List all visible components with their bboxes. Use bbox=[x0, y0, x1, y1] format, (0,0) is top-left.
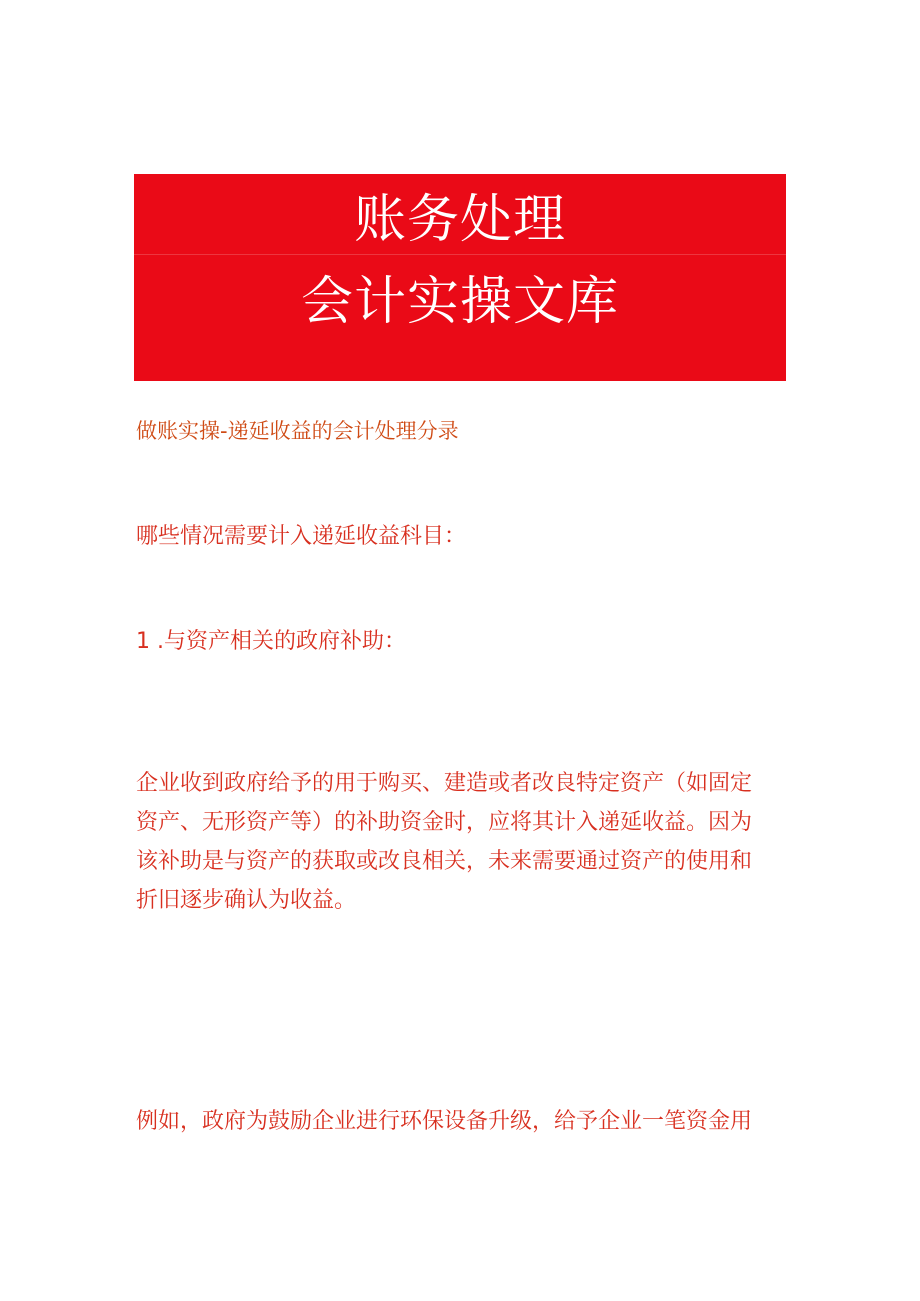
paragraph-1-line-3: 该补助是与资产的获取或改良相关，未来需要通过资产的使用和 bbox=[136, 849, 753, 874]
paragraph-1-line-2: 资产、无形资产等）的补助资金时，应将其计入递延收益。因为 bbox=[136, 810, 753, 835]
paragraph-1 bbox=[136, 764, 788, 920]
section-item-1: 1 .与资产相关的政府补助： bbox=[136, 629, 406, 654]
document-title: 做账实操-递延收益的会计处理分录 bbox=[136, 419, 459, 443]
banner-divider bbox=[134, 254, 786, 255]
example-paragraph: 例如，政府为鼓励企业进行环保设备升级，给予企业一笔资金用 bbox=[136, 1109, 753, 1134]
question-heading: 哪些情况需要计入递延收益科目： bbox=[136, 524, 467, 549]
banner-title-line2: 会计实操文库 bbox=[300, 272, 619, 332]
paragraph-1-line-1: 企业收到政府给予的用于购买、建造或者改良特定资产（如固定 bbox=[136, 771, 753, 796]
paragraph-1-line-4: 折旧逐步确认为收益。 bbox=[136, 888, 357, 913]
banner-title-line1: 账务处理 bbox=[353, 190, 566, 250]
header-banner bbox=[134, 174, 786, 381]
